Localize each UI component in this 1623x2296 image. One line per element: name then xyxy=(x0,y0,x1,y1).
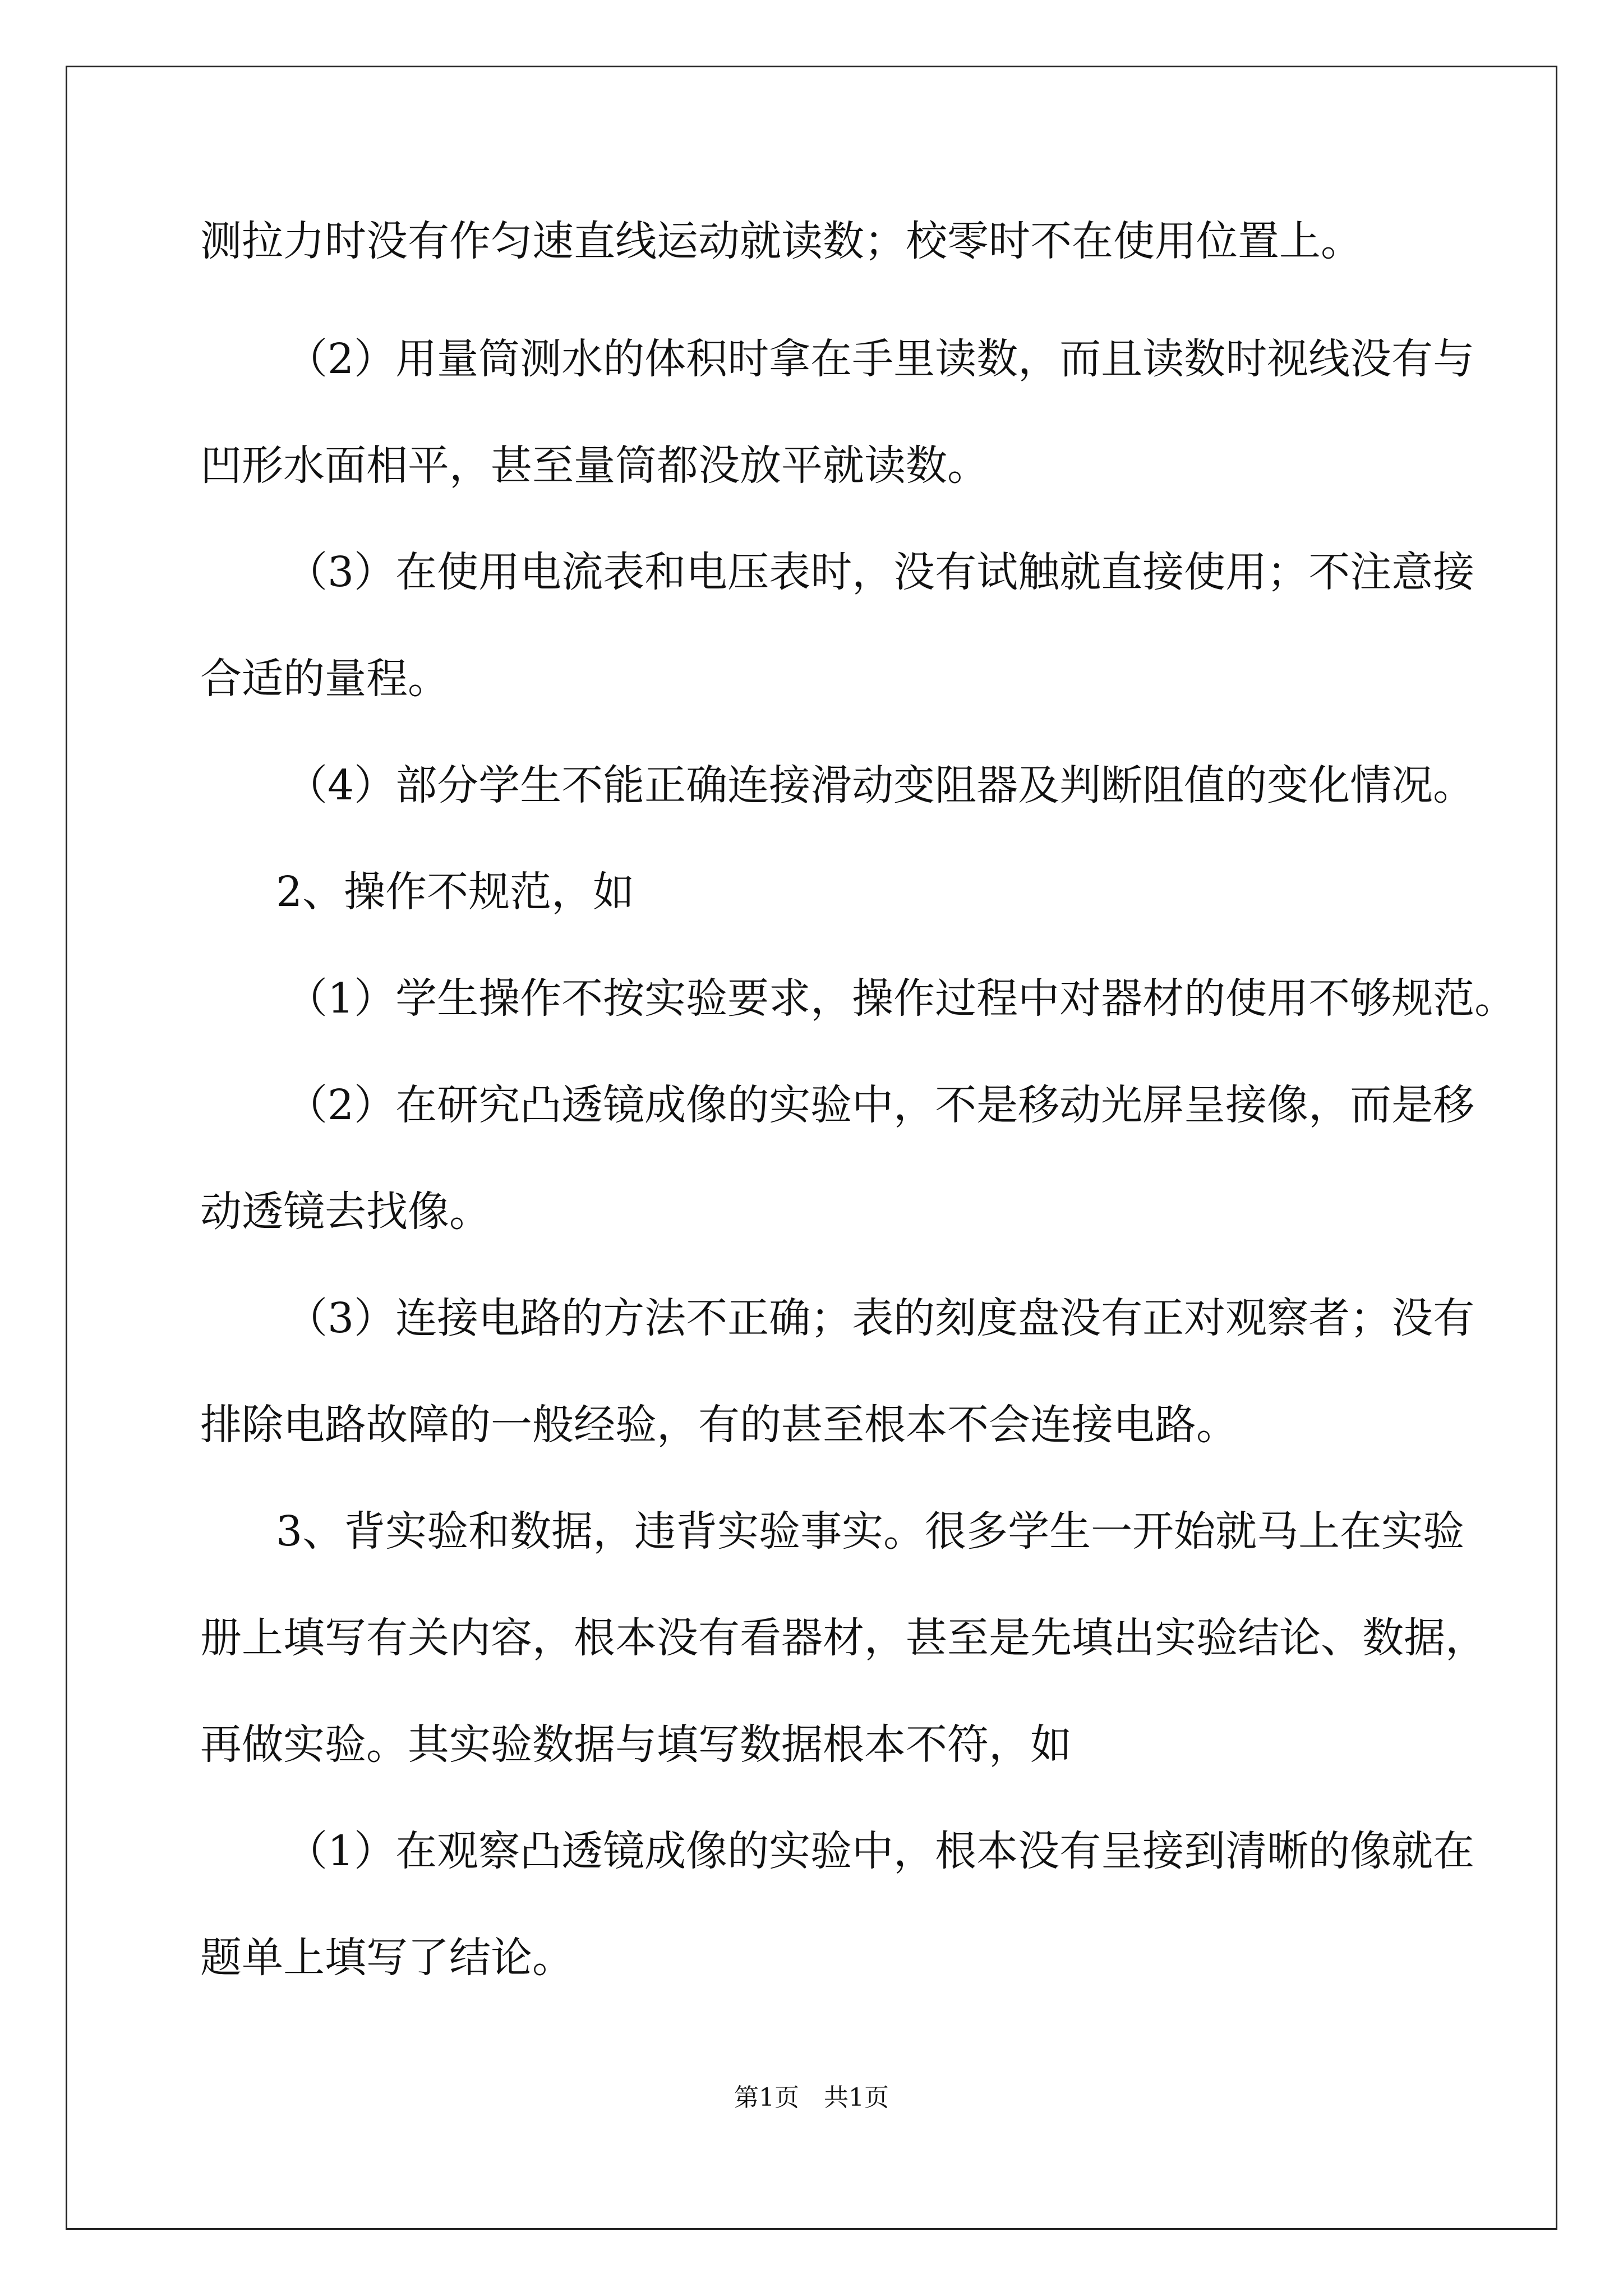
text-line-11: （3）连接电路的方法不正确；表的刻度盘没有正对观察者；没有 xyxy=(286,1294,1475,1342)
text-line-14: 册上填写有关内容，根本没有看器材，甚至是先填出实验结论、数据， xyxy=(200,1614,1487,1662)
text-line-1: 测拉力时没有作匀速直线运动就读数；校零时不在使用位置上。 xyxy=(200,217,1362,265)
text-line-4: （3）在使用电流表和电压表时，没有试触就直接使用；不注意接 xyxy=(286,548,1475,596)
text-line-8: （1）学生操作不按实验要求，操作过程中对器材的使用不够规范。 xyxy=(286,974,1516,1023)
text-line-9: （2）在研究凸透镜成像的实验中，不是移动光屏呈接像，而是移 xyxy=(286,1081,1475,1129)
page-border xyxy=(66,66,1557,2230)
text-line-2: （2）用量筒测水的体积时拿在手里读数，而且读数时视线没有与 xyxy=(286,335,1475,383)
text-line-5: 合适的量程。 xyxy=(200,655,449,703)
text-line-16: （1）在观察凸透镜成像的实验中，根本没有呈接到清晰的像就在 xyxy=(286,1827,1475,1875)
text-line-13: 3、背实验和数据，违背实验事实。很多学生一开始就马上在实验 xyxy=(276,1507,1465,1556)
text-line-15: 再做实验。其实验数据与填写数据根本不符，如 xyxy=(200,1720,1072,1769)
text-line-17: 题单上填写了结论。 xyxy=(200,1934,574,1982)
text-line-10: 动透镜去找像。 xyxy=(200,1188,491,1236)
page-footer: 第1页 共1页 xyxy=(734,2083,889,2112)
text-line-7: 2、操作不规范，如 xyxy=(276,868,635,916)
text-line-3: 凹形水面相平，甚至量筒都没放平就读数。 xyxy=(200,441,989,490)
text-line-12: 排除电路故障的一般经验，有的甚至根本不会连接电路。 xyxy=(200,1401,1238,1449)
text-line-6: （4）部分学生不能正确连接滑动变阻器及判断阻值的变化情况。 xyxy=(286,761,1475,809)
